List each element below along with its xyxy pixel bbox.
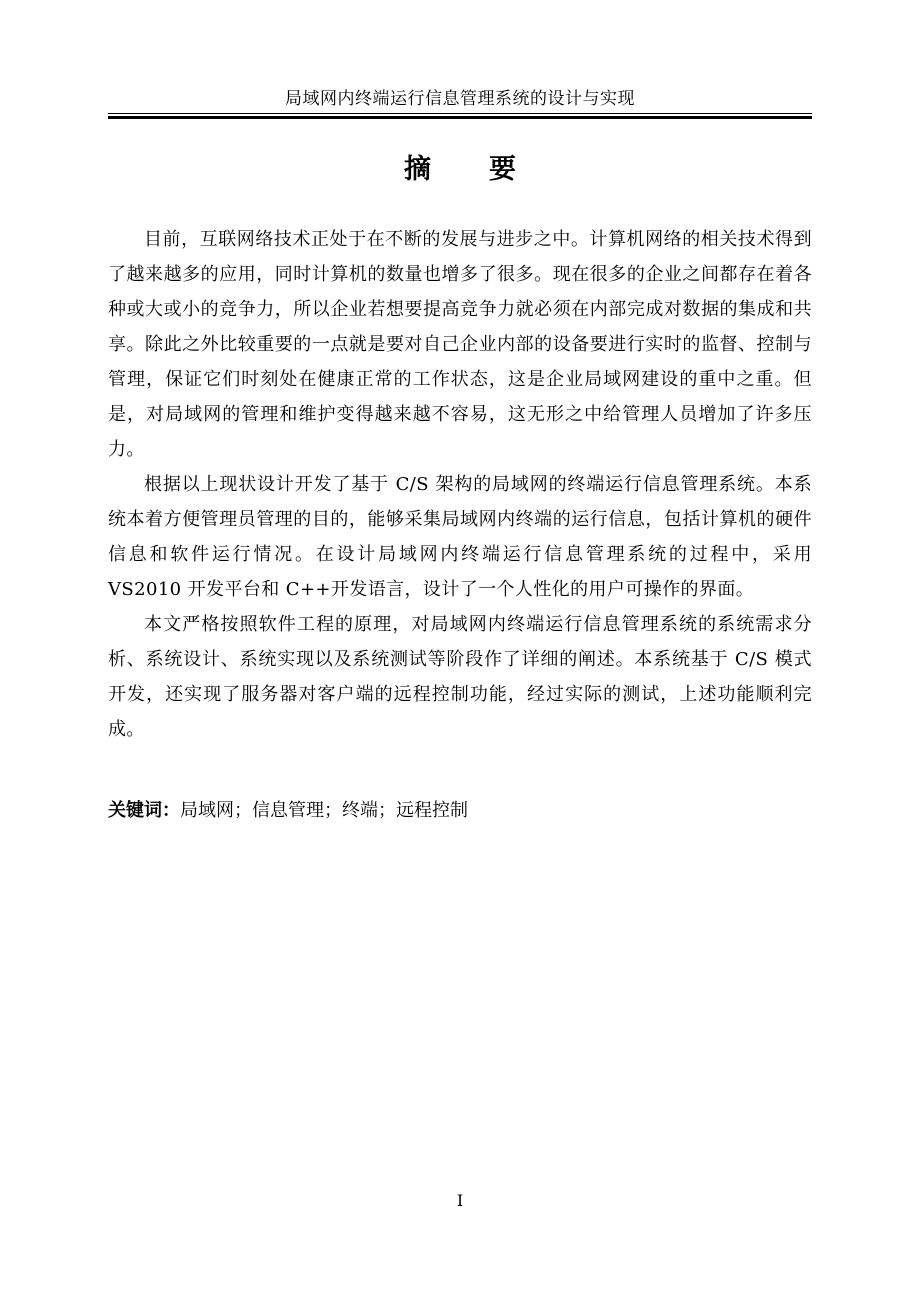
page-number: I <box>456 1191 464 1210</box>
running-header: 局域网内终端运行信息管理系统的设计与实现 <box>285 89 635 109</box>
abstract-paragraph-3: 本文严格按照软件工程的原理，对局域网内终端运行信息管理系统的系统需求分析、系统设计、系统实现以及系统测试等阶段作了详细的阐述。本系统基于 C/S 模式开发，还实现了服务器对客户端的远程控制功能，经过实际的测试，上述功能顺利完成。 <box>108 614 812 740</box>
abstract-paragraph-1: 目前，互联网络技术正处于在不断的发展与进步之中。计算机网络的相关技术得到了越来越多的应用，同时计算机的数量也增多了很多。现在很多的企业之间都存在着各种或大或小的竞争力，所以企业若想要提高竞争力就必须在内部完成对数据的集成和共享。除此之外比较重要的一点就是要对自己企业内部的设备要进行实时的监督、控制与管理，保证它们时刻处在健康正常的工作状态，这是企业局域网建设的重中之重。但是，对局域网的管理和维护变得越来越不容易，这无形之中给管理人员增加了许多压力。 <box>108 229 812 460</box>
page-title <box>108 150 812 190</box>
keywords-line <box>108 796 812 826</box>
title-char-1: 摘 <box>404 154 431 185</box>
abstract-body <box>108 222 812 747</box>
keywords-value: 局域网；信息管理；终端；远程控制 <box>180 800 468 821</box>
title-char-2: 要 <box>489 154 516 185</box>
header-rule-thick <box>108 116 812 119</box>
header-rule-thin <box>108 113 812 114</box>
keywords-label: 关键词： <box>108 800 180 821</box>
abstract-paragraph-2: 根据以上现状设计开发了基于 C/S 架构的局域网的终端运行信息管理系统。本系统本着方便管理员管理的目的，能够采集局域网内终端的运行信息，包括计算机的硬件信息和软件运行情况。在设计局域网内终端运行信息管理系统的过程中，采用 VS2010 开发平台和 C++开发语言，设计了一个人性化的用户可操作的界面。 <box>108 474 812 600</box>
